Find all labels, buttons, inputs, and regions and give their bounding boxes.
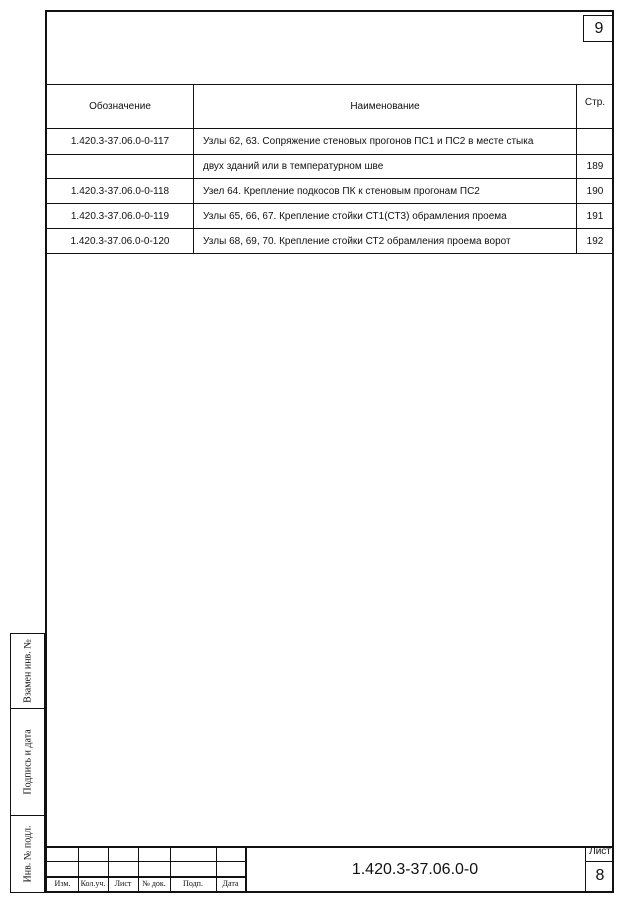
document-code: 1.420.3-37.06.0-0 [351,861,479,878]
header-name: Наименование [350,100,420,112]
sheet-label: Лист [589,846,611,857]
row-page: 190 [586,185,604,197]
stamp-label-date: Дата [222,879,239,888]
row-name: двух зданий или в температурном шве [203,161,384,172]
side-box-exchange [10,633,45,709]
stamp-label-izm: Изм. [54,879,71,888]
stamp-label-sign: Подп. [183,879,203,888]
row-name: Узлы 62, 63. Сопряжение стеновых прогонов ПС1 и ПС2 в месте стыка [203,136,534,147]
row-name: Узел 64. Крепление подкосов ПК к стеновым прогонам ПС2 [203,185,480,197]
row-line [47,253,613,254]
page-number-box [583,15,614,42]
stamp-label-doc: № док. [142,879,166,888]
row-page [577,129,613,154]
row-page: 191 [586,210,604,222]
row-designation: 1.420.3-37.06.0-0-117 [70,136,170,147]
stamp-label-list: Лист [114,879,132,888]
row-name: Узлы 65, 66, 67. Крепление стойки СТ1(СТ3) обрамления проема [203,210,507,222]
row-designation [47,155,193,178]
header-designation: Обозначение [89,100,151,112]
sheet-number: 8 [595,867,605,884]
row-page: 192 [586,235,604,247]
row-page: 189 [586,161,604,172]
row-designation: 1.420.3-37.06.0-0-118 [70,185,170,197]
side-label-original: Инв. № подл. [22,825,33,883]
row-name: Узлы 68, 69, 70. Крепление стойки СТ2 обрамления проема ворот [203,235,511,247]
side-box-original [10,815,45,893]
side-box-signature [10,708,45,816]
row-designation: 1.420.3-37.06.0-0-119 [70,210,170,222]
page-number: 9 [594,19,604,37]
row-designation: 1.420.3-37.06.0-0-120 [70,235,170,247]
side-label-signature: Подпись и дата [22,729,33,795]
stamp-label-kol: Кол.уч. [80,879,106,888]
side-label-exchange: Взамен инв. № [22,639,33,703]
stamp-top-line [47,846,613,848]
header-page: Стр. [584,96,606,108]
